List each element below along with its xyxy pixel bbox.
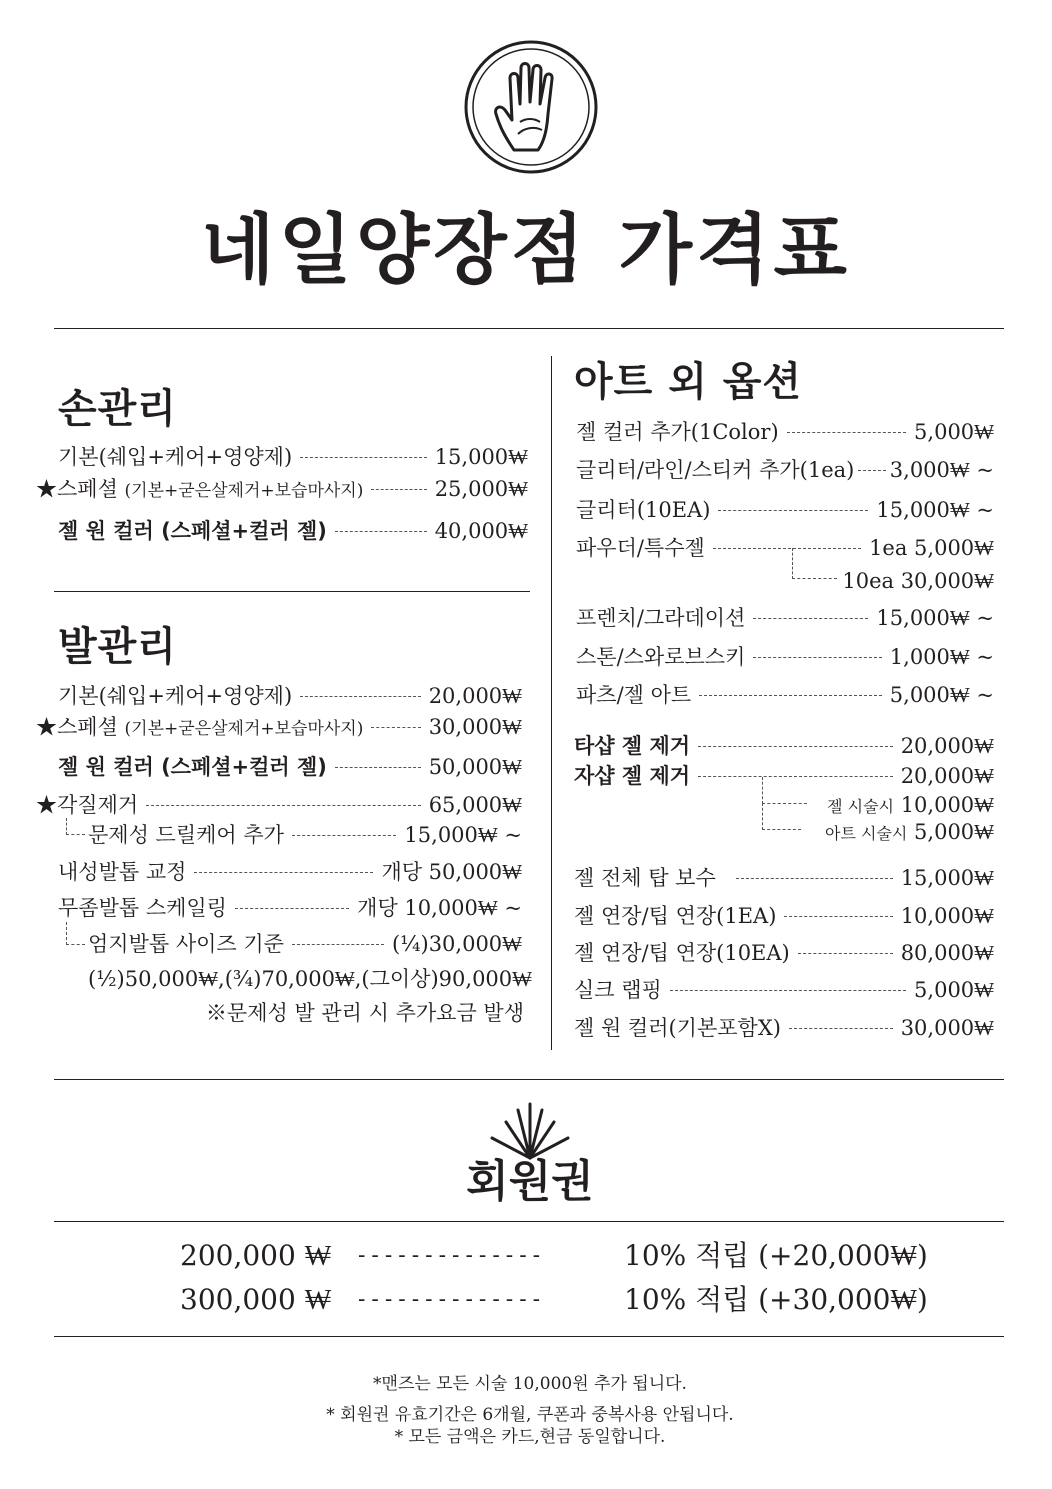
sub-price: 5,000₩ <box>914 820 994 844</box>
leader-dots <box>292 944 384 945</box>
leader-dots <box>784 916 892 917</box>
note-line: *맨즈는 모든 시술 10,000원 추가 됩니다. <box>373 1374 687 1394</box>
leader-dots <box>718 510 868 511</box>
item-label: 각질제거 <box>57 793 139 817</box>
item-price: 80,000₩ <box>900 941 994 965</box>
list-item <box>574 1013 994 1043</box>
leader-dots <box>698 746 893 747</box>
item-label: 스톤/스와로브스키 <box>576 645 746 669</box>
leader-dots <box>371 489 426 490</box>
list-item <box>576 417 994 447</box>
burst-icon <box>480 1100 580 1160</box>
item-price: 20,000₩ <box>900 734 994 758</box>
list-item <box>576 533 994 563</box>
item-sub: (기본+굳은살제거+보습마사지) <box>124 719 364 739</box>
item-label: 타샵 젤 제거 <box>574 734 691 758</box>
list-item <box>574 901 994 931</box>
item-label: 젤 원 컬러 (스페셜+컬러 젤) <box>58 755 327 779</box>
leader-dots <box>670 990 906 991</box>
item-label: 프렌치/그라데이션 <box>576 606 746 630</box>
item-price: 개당 50,000₩ <box>381 860 522 884</box>
branch-line <box>66 922 85 945</box>
item-price: 10ea 30,000₩ <box>842 569 994 593</box>
membership-benefit: 10% 적립 (+20,000₩) <box>624 1239 928 1272</box>
list-item <box>576 495 994 525</box>
item-label: 젤 원 컬러 (스페셜+컬러 젤) <box>58 519 327 543</box>
leader-dots <box>194 872 373 873</box>
list-item <box>58 893 522 923</box>
item-label: 실크 랩핑 <box>574 978 662 1002</box>
item-label: 무좀발톱 스케일링 <box>58 896 227 920</box>
leader-dots <box>699 695 882 696</box>
leader-dots <box>753 657 881 658</box>
star-icon: ★ <box>36 793 57 817</box>
leader-dots <box>798 953 893 954</box>
item-price: (¼)30,000₩ <box>391 932 522 956</box>
item-label: 글리터/라인/스티커 추가(1ea) <box>576 458 855 482</box>
list-item <box>36 474 528 506</box>
item-price: 5,000₩ <box>914 420 994 444</box>
item-sub: (기본+굳은살제거+보습마사지) <box>124 481 364 501</box>
list-item <box>58 516 528 546</box>
item-price: 30,000₩ <box>428 715 522 739</box>
list-item <box>58 681 522 711</box>
branch-line <box>762 777 807 804</box>
leader-dots <box>335 531 427 532</box>
leader-dots <box>371 727 420 728</box>
leader-dots <box>335 767 421 768</box>
item-label: 파우더/특수젤 <box>576 536 705 560</box>
item-price: 15,000₩ ~ <box>876 498 994 522</box>
list-item <box>576 680 994 710</box>
list-item <box>576 642 994 672</box>
leader-dots <box>146 805 421 806</box>
leader-dots <box>292 835 396 836</box>
item-price: 5,000₩ ~ <box>889 683 994 707</box>
branch-line <box>66 818 85 835</box>
item-price: 65,000₩ <box>428 793 522 817</box>
leader-dashes: -------------- <box>358 1287 547 1312</box>
item-label: 파츠/젤 아트 <box>576 683 692 707</box>
sub-label: 젤 시술시 <box>827 797 894 816</box>
item-price: 25,000₩ <box>434 477 528 501</box>
item-price: 15,000₩ <box>434 445 528 469</box>
leader-dots <box>235 908 349 909</box>
item-price: 50,000₩ <box>428 755 522 779</box>
item-label: 내성발톱 교정 <box>58 860 187 884</box>
divider-bottom <box>54 1079 1004 1080</box>
leader-dots <box>300 696 421 697</box>
list-item <box>574 863 994 893</box>
list-item <box>574 938 994 968</box>
list-item <box>58 857 522 887</box>
list-item <box>36 712 522 744</box>
size-prices: (½)50,000₩,(¾)70,000₩,(그이상)90,000₩ <box>88 967 532 991</box>
divider-hand-foot <box>54 591 530 592</box>
item-label: 젤 연장/팁 연장(1EA) <box>574 904 777 928</box>
leader-dots <box>858 470 885 471</box>
divider-membership-top <box>54 1221 1004 1222</box>
list-item <box>574 975 994 1005</box>
list-item <box>58 442 528 472</box>
membership-row <box>180 1236 928 1276</box>
item-price: 20,000₩ <box>428 684 522 708</box>
star-icon: ★ <box>36 477 57 501</box>
leader-dashes: -------------- <box>358 1243 547 1268</box>
membership-row <box>180 1280 928 1320</box>
item-price: 5,000₩ <box>914 978 994 1002</box>
leader-dots <box>753 618 868 619</box>
list-item <box>36 790 522 820</box>
item-label: 스페셜 <box>57 477 118 501</box>
sub-label: 아트 시술시 <box>824 824 908 843</box>
list-item <box>576 603 994 633</box>
branch-line <box>762 803 801 830</box>
item-label: 자샵 젤 제거 <box>574 764 691 788</box>
item-label: 기본(쉐입+케어+영양제) <box>58 445 293 469</box>
item-price: 15,000₩ ~ <box>404 823 522 847</box>
note-line: * 모든 금액은 카드,현금 동일합니다. <box>394 1427 666 1447</box>
item-label: 글리터(10EA) <box>576 498 711 522</box>
item-price: 10,000₩ <box>900 904 994 928</box>
item-price: 15,000₩ <box>900 866 994 890</box>
item-label: 엄지발톱 사이즈 기준 <box>88 932 284 956</box>
item-price: 40,000₩ <box>434 519 528 543</box>
list-item <box>88 820 522 850</box>
foot-care-note: ※문제성 발 관리 시 추가요금 발생 <box>205 1001 524 1025</box>
divider-membership-bottom <box>54 1336 1004 1337</box>
leader-dots <box>713 548 861 549</box>
item-label: 기본(쉐입+케어+영양제) <box>58 684 293 708</box>
item-label: 문제성 드릴케어 추가 <box>88 823 284 847</box>
leader-dots <box>300 457 427 458</box>
foot-care-title: 발관리 <box>58 624 177 670</box>
list-item <box>576 455 994 485</box>
item-price: 3,000₩ ~ <box>889 458 994 482</box>
item-price: 개당 10,000₩ ~ <box>357 896 522 920</box>
item-price: 1ea 5,000₩ <box>869 536 994 560</box>
leader-dots <box>736 878 893 879</box>
membership-title: 회원권 <box>466 1156 594 1207</box>
sub-price: 10,000₩ <box>900 793 994 817</box>
item-label: 스페셜 <box>57 715 118 739</box>
item-label: 젤 전체 탑 보수 <box>574 866 716 890</box>
page-title: 네일양장점 가격표 <box>201 205 851 294</box>
note-line: * 회원권 유효기간은 6개월, 쿠폰과 중복사용 안됩니다. <box>326 1405 734 1425</box>
item-price: 1,000₩ ~ <box>889 645 994 669</box>
item-label: 젤 연장/팁 연장(10EA) <box>574 941 790 965</box>
list-item <box>88 929 522 959</box>
sub-option <box>800 817 994 849</box>
item-price: 15,000₩ ~ <box>876 606 994 630</box>
membership-amount: 300,000 ₩ <box>180 1283 332 1316</box>
art-options-title: 아트 외 옵션 <box>574 359 803 405</box>
membership-benefit: 10% 적립 (+30,000₩) <box>624 1283 928 1316</box>
list-item <box>574 731 994 761</box>
membership-amount: 200,000 ₩ <box>180 1239 332 1272</box>
divider-vertical <box>551 356 552 1050</box>
item-label: 젤 컬러 추가(1Color) <box>576 420 779 444</box>
leader-dots <box>787 432 906 433</box>
palm-hand-icon <box>462 38 600 176</box>
list-item <box>58 752 522 782</box>
leader-dots <box>789 1028 893 1029</box>
item-price: 30,000₩ <box>900 1016 994 1040</box>
item-price: 20,000₩ <box>900 764 994 788</box>
hand-care-title: 손관리 <box>58 386 177 432</box>
item-label: 젤 원 컬러(기본포함X) <box>574 1016 781 1040</box>
star-icon: ★ <box>36 715 57 739</box>
divider-top <box>54 328 1004 329</box>
